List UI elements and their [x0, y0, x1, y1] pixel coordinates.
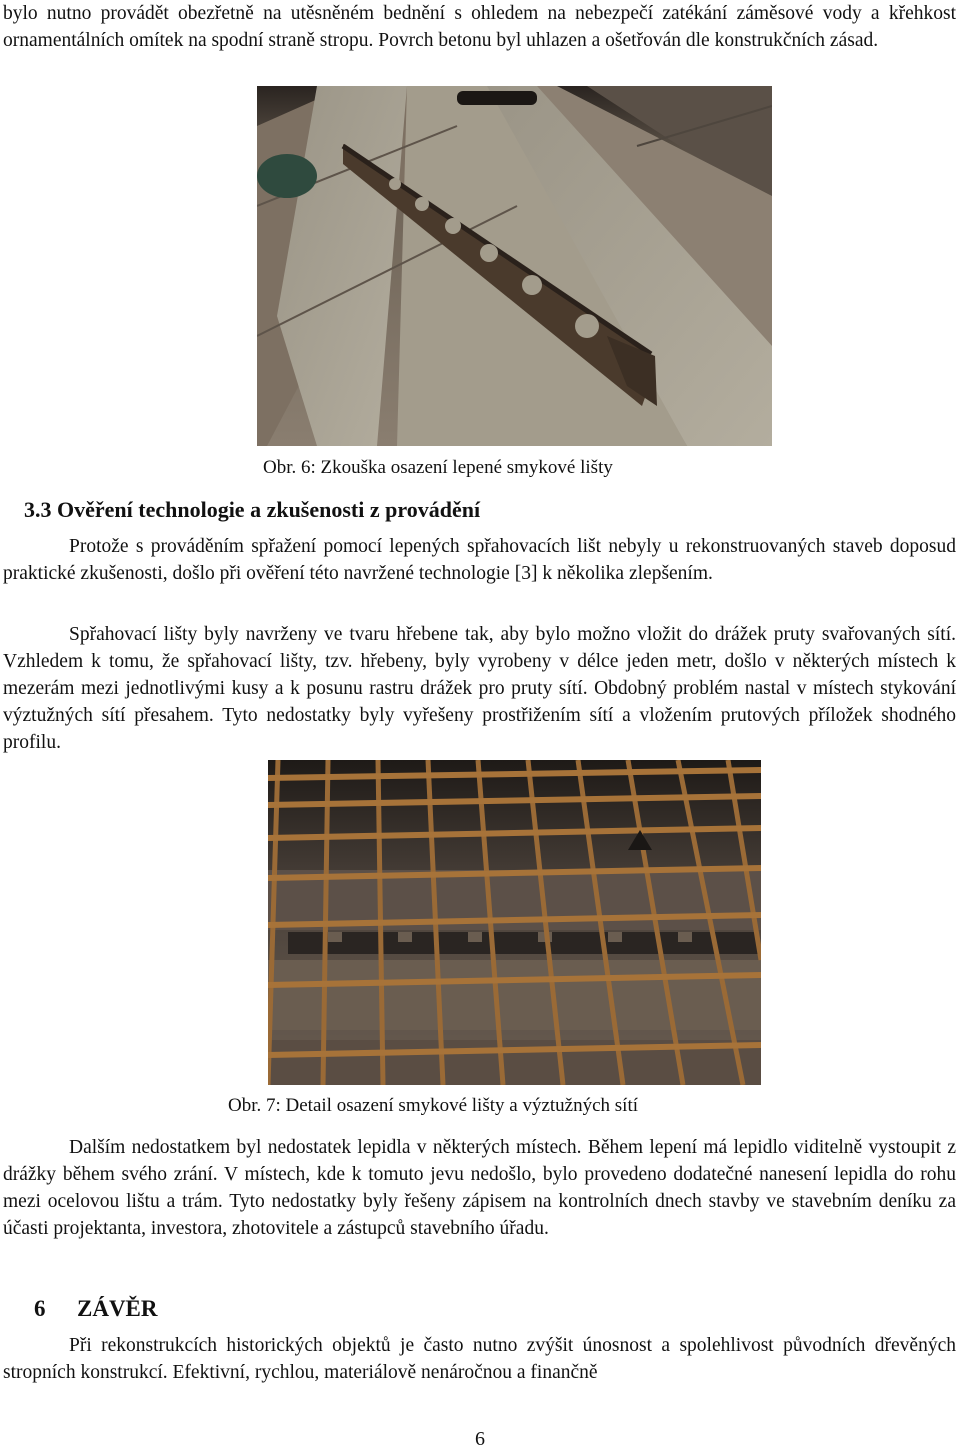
figure-7-caption: Obr. 7: Detail osazení smykové lišty a výztužných sítí: [228, 1095, 639, 1116]
section-number: 6: [34, 1296, 46, 1321]
section-3-3-paragraph-2: Spřahovací lišty byly navrženy ve tvaru hřebene tak, aby bylo možno vložit do drážek pruty svařovaných sítí. Vzhledem k tomu, že spřahovací lišty, tzv. hřebeny, byly vyrobeny v délce jeden metr, došlo v některých místech k mezerám mezi jednotlivými kusy a k posunu rastru drážek pro pruty sítí. Obdobný problém nastal v místech stykování výztužných sítí přesahem. Tyto nedostatky byly vyřešeny prostřižením sítí a vložením prutových příložek shodného profilu.: [3, 624, 956, 753]
figure-7-photo: [268, 760, 761, 1085]
section-3-3-heading: [24, 496, 480, 524]
intro-paragraph: bylo nutno provádět obezřetně na utěsněném bednění s ohledem na nebezpečí zatékání záměsové vody a křehkost ornamentálních omítek na spodní straně stropu. Povrch betonu byl uhlazen a ošetřován dle konstrukčních zásad.: [3, 3, 956, 51]
section-3-3-paragraph-1: Protože s prováděním spřažení pomocí lepených spřahovacích lišt nebyly u rekonstruovaných staveb doposud praktické zkušenosti, došlo při ověření této navržené technologie [3] k několika zlepšením.: [3, 536, 956, 584]
page-number: 6: [475, 1428, 485, 1450]
figure-6-photo: [257, 86, 772, 446]
section-6-heading: [34, 1294, 158, 1324]
figure-6-caption: Obr. 6: Zkouška osazení lepené smykové lišty: [263, 457, 613, 478]
after-figure-7-paragraph: Dalším nedostatkem byl nedostatek lepidla v některých místech. Během lepení má lepidlo viditelně vystoupit z drážky během svého zrání. V místech, kde k tomuto jevu nedošlo, bylo provedeno dodatečné nanesení lepidla do rohu mezi ocelovou lištu a trám. Tyto nedostatky byly řešeny zápisem na kontrolních dnech stavby ve stavebním deníku za účasti projektanta, investora, zhotovitele a zástupců stavebního úřadu.: [3, 1137, 956, 1239]
section-title: ZÁVĚR: [77, 1296, 158, 1321]
section-title: Ověření technologie a zkušenosti z provádění: [57, 497, 481, 522]
section-number: 3.3: [24, 497, 52, 522]
section-6-paragraph: Při rekonstrukcích historických objektů je často nutno zvýšit únosnost a spolehlivost původních dřevěných stropních konstrukcí. Efektivní, rychlou, materiálově nenáročnou a finančně: [3, 1335, 956, 1383]
